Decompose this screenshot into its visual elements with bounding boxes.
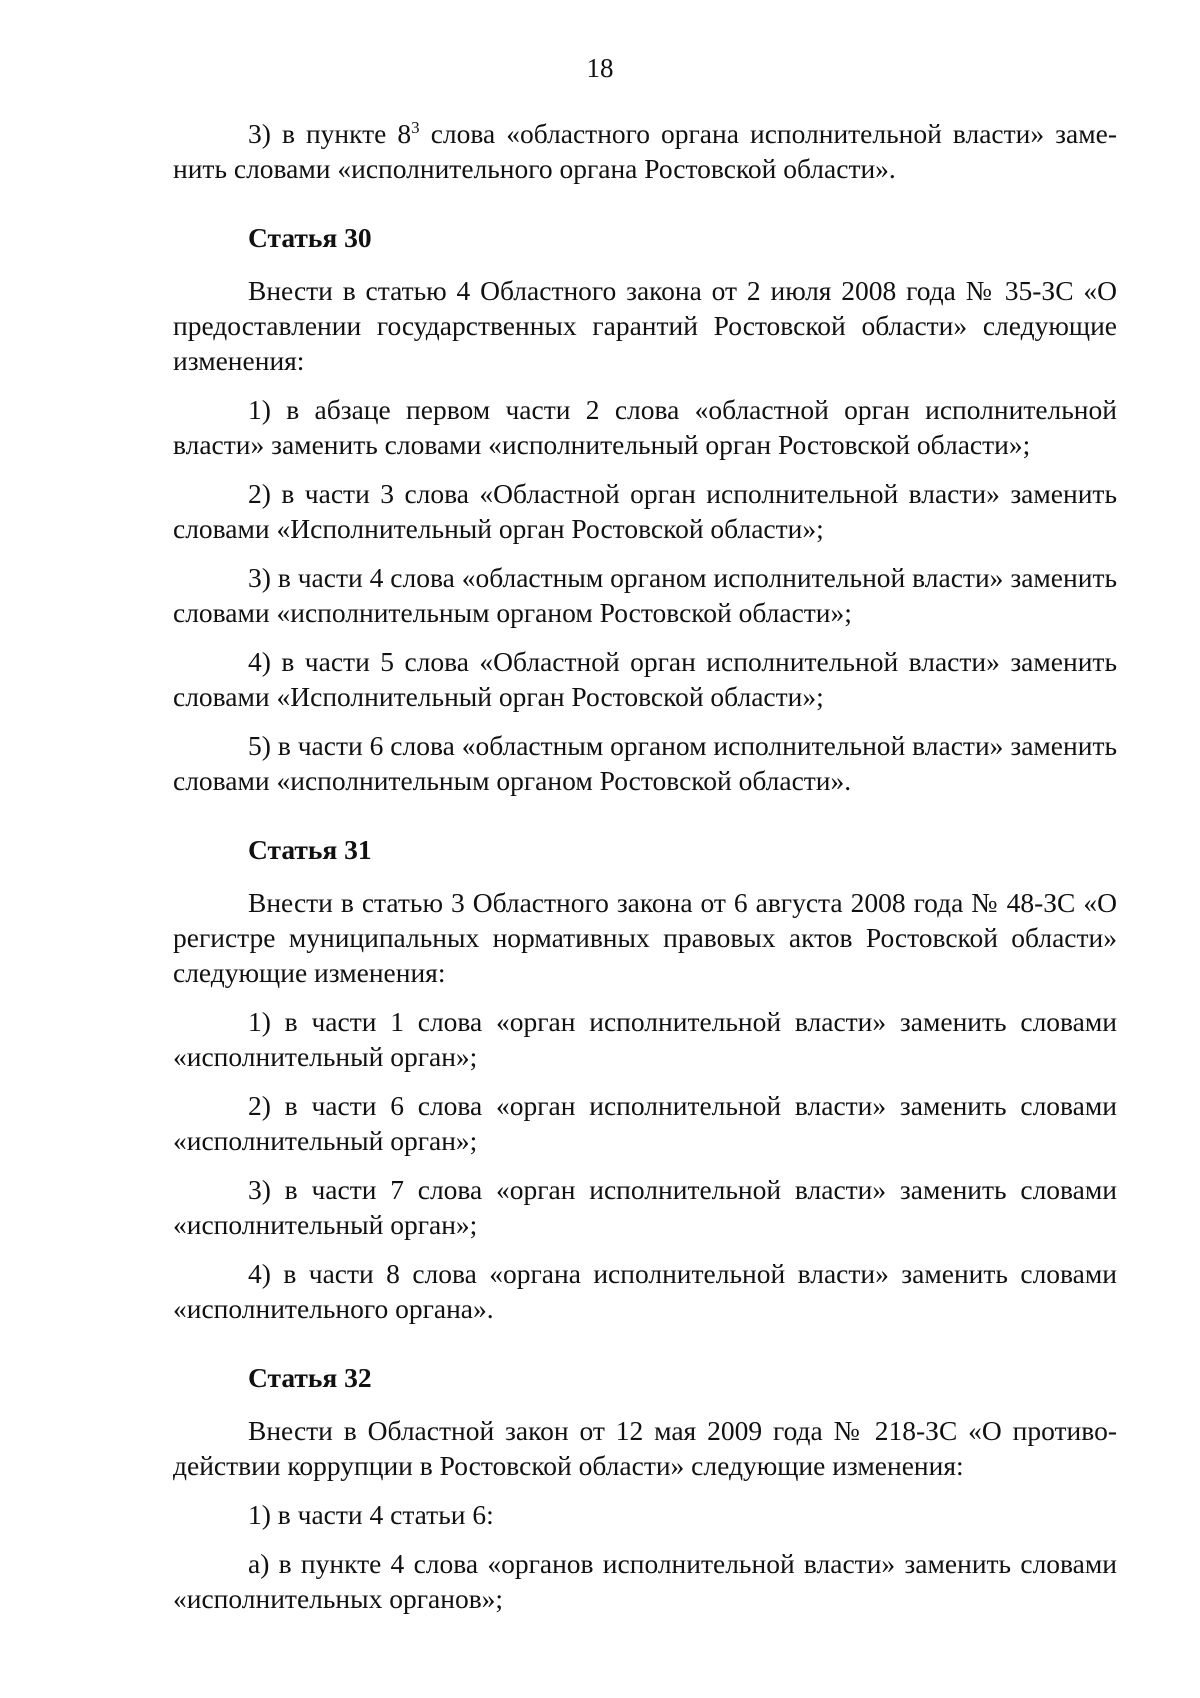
- paragraph-item: 1) в части 4 статьи 6:: [248, 1499, 494, 1530]
- paragraph-item: 2) в части 6 слова «орган исполнительной власти» заменить словами «исполнительный орган»;: [173, 1090, 1117, 1156]
- paragraph-intro-32: Внести в Областной закон от 12 мая 2009 года № 218-ЗС «О противодействии коррупции в Ростовской области» следующие изменения:: [173, 1415, 1117, 1481]
- paragraph-item: 4) в части 8 слова «органа исполнительной власти» заменить словами «исполнительного органа».: [173, 1258, 1117, 1324]
- paragraph-text: слова «областного органа исполнительной власти» заменить словами «исполнительного органа Ростовской области».: [173, 118, 1117, 184]
- article-heading-30: Статья 30: [248, 222, 372, 253]
- paragraph-text: 3) в пункте 8: [248, 118, 412, 149]
- paragraph-item: 5) в части 6 слова «областным органом исполнительной власти» заменить словами «исполнительным органом Ростовской области».: [173, 730, 1117, 796]
- paragraph-intro-30: Внести в статью 4 Областного закона от 2 июля 2008 года № 35-ЗС «О предоставлении государственных гарантий Ростовской области» следующие изменения:: [173, 275, 1117, 376]
- paragraph-item: 1) в части 1 слова «орган исполнительной власти» заменить словами «исполнительный орган»;: [173, 1006, 1117, 1072]
- article-heading-31: Статья 31: [248, 834, 372, 865]
- document-body: [173, 116, 1117, 1630]
- article-heading-32: Статья 32: [248, 1362, 372, 1393]
- paragraph-amendment-3: [173, 116, 1117, 186]
- page-number: 18: [586, 53, 614, 83]
- paragraph-intro-31: Внести в статью 3 Областного закона от 6 августа 2008 года № 48-ЗС «О регистре муниципальных нормативных правовых актов Ростовской области» следующие изменения:: [173, 887, 1117, 988]
- paragraph-item: 1) в абзаце первом части 2 слова «областной орган исполнительной власти» заменить словами «исполнительный орган Ростовской области»;: [173, 394, 1117, 460]
- paragraph-item: 2) в части 3 слова «Областной орган исполнительной власти» заменить словами «Исполнительный орган Ростовской области»;: [173, 478, 1117, 544]
- paragraph-item: 3) в части 4 слова «областным органом исполнительной власти» заменить словами «исполнительным органом Ростовской области»;: [173, 562, 1117, 628]
- paragraph-item: 3) в части 7 слова «орган исполнительной власти» заменить словами «исполнительный орган»;: [173, 1174, 1117, 1240]
- paragraph-item: а) в пункте 4 слова «органов исполнительной власти» заменить словами «исполнительных органов»;: [173, 1548, 1117, 1614]
- paragraph-item: 4) в части 5 слова «Областной орган исполнительной власти» заменить словами «Исполнительный орган Ростовской области»;: [173, 646, 1117, 712]
- superscript: 3: [411, 117, 420, 137]
